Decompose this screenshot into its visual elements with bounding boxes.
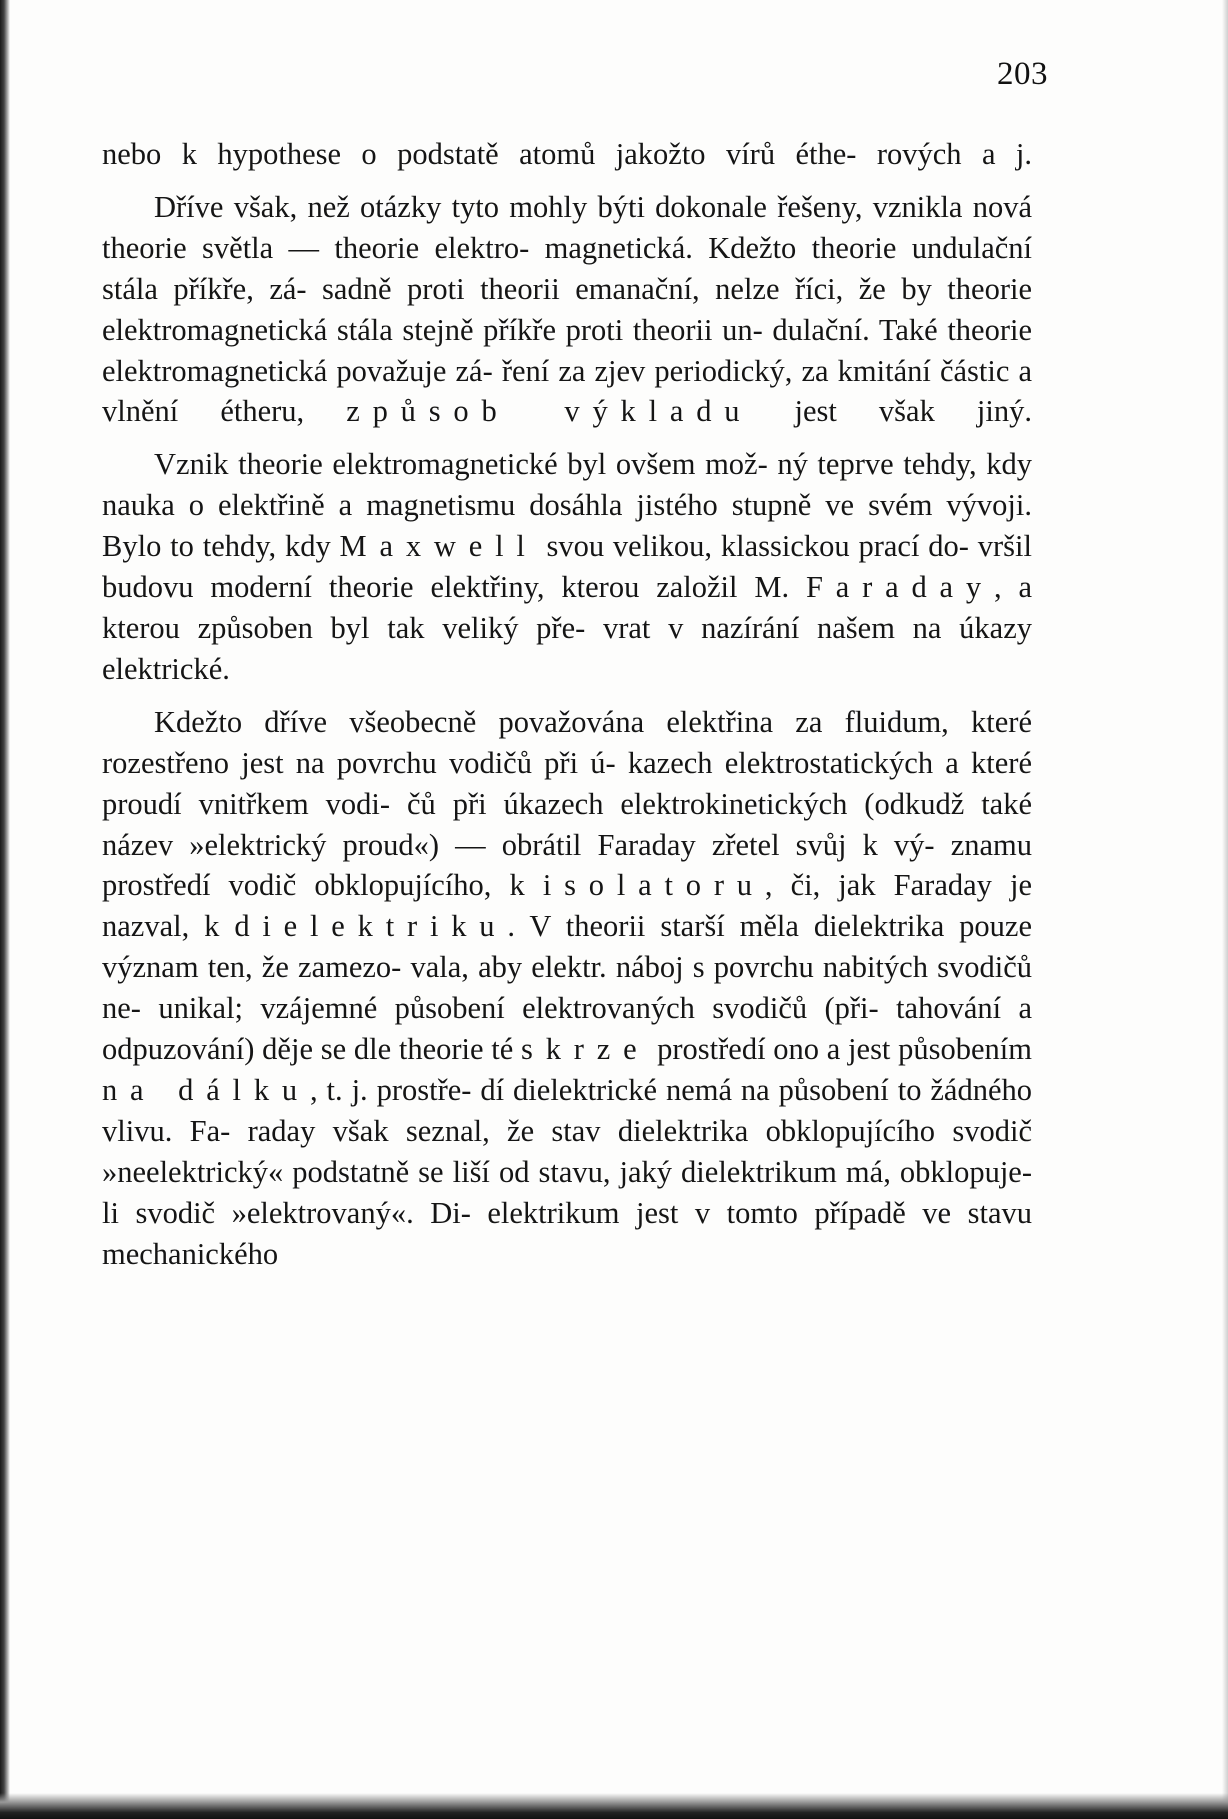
page-shadow-right (1222, 0, 1228, 1819)
text-segment: nebo k hypothese o podstatě atomů jakožto vírů éthe- rových a j. (102, 137, 1032, 171)
spaced-emphasis: isolatoru (542, 868, 765, 903)
text-segment: , t. j. prostře- dí dielektrické nemá na působení to žádného vlivu. Fa- raday však seznal, že stav dielektrika obklopujícího svodič »neelektrický« podstatně se liší od stavu, jaký dielektrikum má, obklopuje-li svodič »elektrovaný«. Di- elektrikum jest v tomto případě ve stavu mechanického (102, 1072, 1032, 1271)
text-segment: Dříve však, než otázky tyto mohly býti dokonale řešeny, vznikla nová theorie světla — theorie elektro- magnetická. Kdežto theorie undulační stála příkře, zá- sadně proti theorii emanační, nelze říci, že by theorie elektromagnetická stála stejně příkře proti theorii un- dulační. Také theorie elektromagnetická považuje zá- ření za zjev periodický, za kmitání částic a vlnění étheru, (102, 189, 1032, 429)
paragraph (102, 702, 1032, 1275)
text-segment: , a kterou způsoben byl tak veliký pře- vrat v nazírání našem na úkazy elektrické. (102, 570, 1032, 686)
text-segment: Kdežto dříve všeobecně považována elektřina za fluidum, které rozestřeno jest na povrchu vodičů při ú- kazech elektrostatických a které proudí vnitřkem vodi- čů při úkazech elektrokinetických (odkudž také název »elektrický proud«) — obrátil Faraday zřetel svůj k vý- znamu prostředí vodič obklopujícího, k (102, 704, 1032, 903)
spaced-emphasis: dielektriku (234, 909, 508, 944)
text-segment: svou velikou, klassickou prací do- vršil budovu moderní theorie elektřiny, kterou založil M. (102, 529, 1032, 605)
paragraph (102, 134, 1032, 175)
spaced-emphasis: způsob výkladu (346, 394, 753, 429)
text-segment: Vznik theorie elektromagnetické byl ovšem mož- ný teprve tehdy, kdy nauka o elektřině a magnetismu dosáhla jistého stupně ve svém vývoji. Bylo to tehdy, kdy (102, 447, 1032, 564)
paragraph (102, 444, 1032, 689)
text-segment: prostředí ono a jest působením (649, 1032, 1032, 1067)
page-number: 203 (997, 56, 1048, 92)
spaced-emphasis: skrze (521, 1032, 650, 1067)
paragraph (102, 187, 1032, 432)
page-shadow-left (0, 0, 10, 1819)
spaced-emphasis: na dálku (102, 1072, 310, 1107)
spaced-emphasis: Maxwell (339, 529, 538, 564)
text-segment: jest však jiný. (752, 394, 1032, 429)
text-segment: . V theorii starší měla dielektrika pouze význam ten, že zamezo- vala, aby elektr. náboj s povrchu nabitých svodičů ne- unikal; vzájemné působení elektrovaných svodičů (při- tahování a odpuzování) děje se dle theorie té (102, 909, 1032, 1067)
page-shadow-bottom (0, 1793, 1228, 1819)
text-body (102, 134, 1032, 1286)
spaced-emphasis: Faraday (806, 570, 994, 605)
text-segment: , či, jak Faraday je nazval, k (102, 868, 1032, 944)
